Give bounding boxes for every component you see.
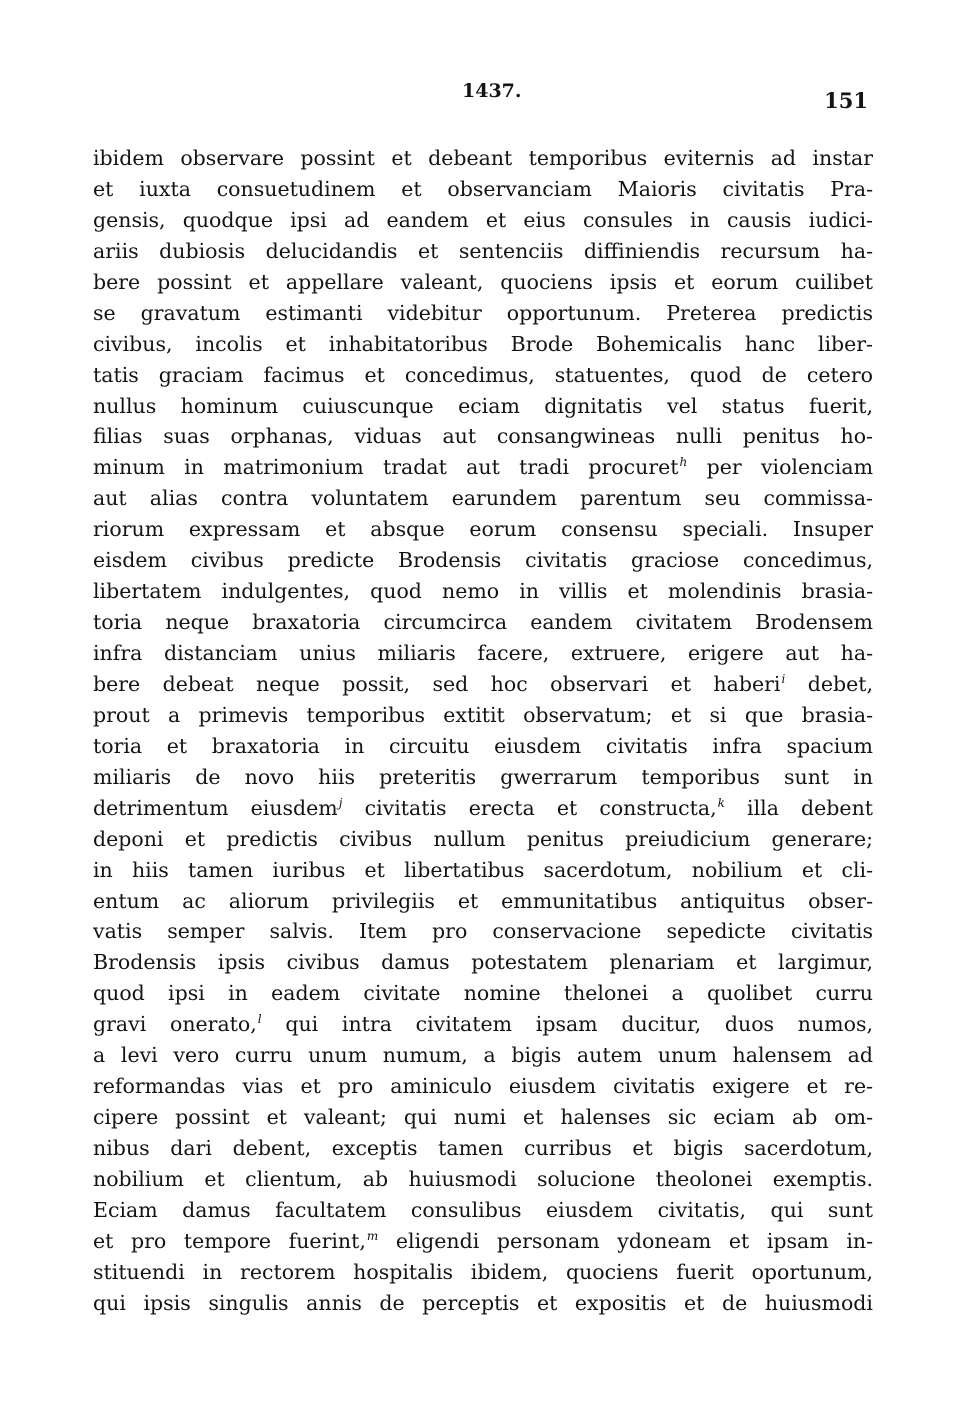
- line-text: prout a primevis temporibus extitit observatum; et si que brasia-: [93, 702, 873, 727]
- line-text: nibus dari debent, exceptis tamen curribus et bigis sacerdotum,: [93, 1136, 873, 1160]
- text-line: [93, 947, 873, 978]
- body-text: [93, 143, 873, 1319]
- text-line: [93, 1102, 873, 1133]
- footnote-marker: k: [717, 795, 725, 810]
- line-text: toria neque braxatoria circumcirca eandem civitatem Brodensem: [93, 610, 873, 635]
- line-text: aut alias contra voluntatem earundem parentum seu commissa-: [93, 486, 873, 511]
- line-text: ibidem observare possint et debeant temporibus eviternis ad instar: [93, 146, 873, 170]
- text-line: [93, 1040, 873, 1071]
- line-text: illa debent: [724, 795, 873, 820]
- line-text: civitatis erecta et constructa,: [342, 795, 717, 820]
- text-line: [93, 1164, 873, 1195]
- text-line: [93, 267, 873, 298]
- text-line: [93, 483, 873, 514]
- line-text: deponi et predictis civibus nullum penitus preiudicium generare;: [93, 826, 873, 851]
- line-text: ariis dubiosis delucidandis et sentenciis diffiniendis recursum ha-: [93, 238, 873, 263]
- line-text: bere possint et appellare valeant, quociens ipsis et eorum cuilibet: [93, 269, 873, 294]
- line-text: eligendi personam ydoneam et ipsam in-: [378, 1228, 873, 1253]
- text-line: [93, 855, 873, 886]
- line-text: quod ipsi in eadem civitate nomine thelonei a quolibet curru: [93, 981, 873, 1006]
- text-line: [93, 700, 873, 731]
- text-line: [93, 886, 873, 917]
- text-line: [93, 391, 873, 422]
- text-line: [93, 607, 873, 638]
- footnote-marker: m: [366, 1228, 379, 1243]
- line-text: reformandas vias et pro aminiculo eiusdem civitatis exigere et re-: [93, 1074, 873, 1099]
- text-line: [93, 638, 873, 669]
- line-text: se gravatum estimanti videbitur opportunum. Preterea predictis: [93, 300, 873, 325]
- text-line: [93, 824, 873, 855]
- text-line: [93, 329, 873, 360]
- text-line: [93, 205, 873, 236]
- text-line: [93, 236, 873, 267]
- text-line: [93, 421, 873, 452]
- line-text: detrimentum eiusdem: [93, 795, 338, 820]
- line-text: qui intra civitatem ipsam ducitur, duos numos,: [261, 1012, 873, 1037]
- line-text: qui ipsis singulis annis de perceptis et expositis et de huiusmodi: [93, 1290, 873, 1315]
- text-line: [93, 1195, 873, 1226]
- line-text: et pro tempore fuerint,: [93, 1228, 366, 1253]
- line-text: toria et braxatoria in circuitu eiusdem civitatis infra spacium: [93, 733, 873, 758]
- text-line: [93, 360, 873, 391]
- text-line: [93, 576, 873, 607]
- line-text: nullus hominum cuiuscunque eciam dignitatis vel status fuerit,: [93, 393, 873, 418]
- line-text: gensis, quodque ipsi ad eandem et eius consules in causis iudici-: [93, 207, 873, 232]
- line-text: Brodensis ipsis civibus damus potestatem plenariam et largimur,: [93, 950, 873, 975]
- text-line: [93, 143, 873, 174]
- line-text: infra distanciam unius miliaris facere, extruere, erigere aut ha-: [93, 641, 873, 665]
- footnote-marker: h: [679, 455, 688, 470]
- line-text: gravi onerato,: [93, 1012, 257, 1037]
- text-line: [93, 1133, 873, 1164]
- page-header: [0, 80, 960, 120]
- line-text: minum in matrimonium tradat aut tradi procuret: [93, 455, 679, 480]
- page-number: 151: [824, 88, 868, 113]
- line-text: debet,: [785, 671, 873, 696]
- text-line: [93, 762, 873, 793]
- line-text: per violenciam: [687, 455, 873, 480]
- line-text: nobilium et clientum, ab huiusmodi solucione theolonei exemptis.: [93, 1166, 873, 1191]
- text-line: [93, 514, 873, 545]
- line-text: filias suas orphanas, viduas aut consangwineas nulli penitus ho-: [93, 424, 873, 449]
- text-line: [93, 545, 873, 576]
- text-line: [93, 298, 873, 329]
- footnote-marker: l: [257, 1012, 262, 1027]
- text-line: [93, 452, 873, 483]
- line-text: stituendi in rectorem hospitalis ibidem, quociens fuerit oportunum,: [93, 1259, 873, 1284]
- text-line: [93, 1257, 873, 1288]
- line-text: in hiis tamen iuribus et libertatibus sacerdotum, nobilium et cli-: [93, 857, 873, 882]
- text-line: [93, 916, 873, 947]
- line-text: civibus, incolis et inhabitatoribus Brode Bohemicalis hanc liber-: [93, 331, 873, 356]
- text-line: [93, 793, 873, 824]
- line-text: et iuxta consuetudinem et observanciam Maioris civitatis Pra-: [93, 176, 873, 201]
- line-text: tatis graciam facimus et concedimus, statuentes, quod de cetero: [93, 362, 873, 387]
- line-text: riorum expressam et absque eorum consensu speciali. Insuper: [93, 517, 873, 542]
- line-text: bere debeat neque possit, sed hoc observari et haberi: [93, 671, 781, 696]
- line-text: entum ac aliorum privilegiis et emmunitatibus antiquitus obser-: [93, 888, 873, 913]
- footnote-marker: i: [781, 671, 786, 686]
- text-line: [93, 1071, 873, 1102]
- footnote-marker: j: [338, 795, 343, 810]
- text-line: [93, 669, 873, 700]
- text-line: [93, 174, 873, 205]
- line-text: a levi vero curru unum numum, a bigis autem unum halensem ad: [93, 1043, 873, 1068]
- text-line: [93, 731, 873, 762]
- text-line: [93, 1009, 873, 1040]
- line-text: vatis semper salvis. Item pro conservacione sepedicte civitatis: [93, 919, 873, 944]
- text-line: [93, 1226, 873, 1257]
- line-text: miliaris de novo hiis preteritis gwerrarum temporibus sunt in: [93, 764, 873, 789]
- text-line: [93, 978, 873, 1009]
- line-text: Eciam damus facultatem consulibus eiusdem civitatis, qui sunt: [93, 1197, 873, 1222]
- text-line: [93, 1288, 873, 1319]
- line-text: libertatem indulgentes, quod nemo in villis et molendinis brasia-: [93, 579, 873, 604]
- line-text: eisdem civibus predicte Brodensis civitatis graciose concedimus,: [93, 548, 873, 573]
- header-year: 1437.: [462, 80, 522, 102]
- line-text: cipere possint et valeant; qui numi et halenses sic eciam ab om-: [93, 1105, 873, 1130]
